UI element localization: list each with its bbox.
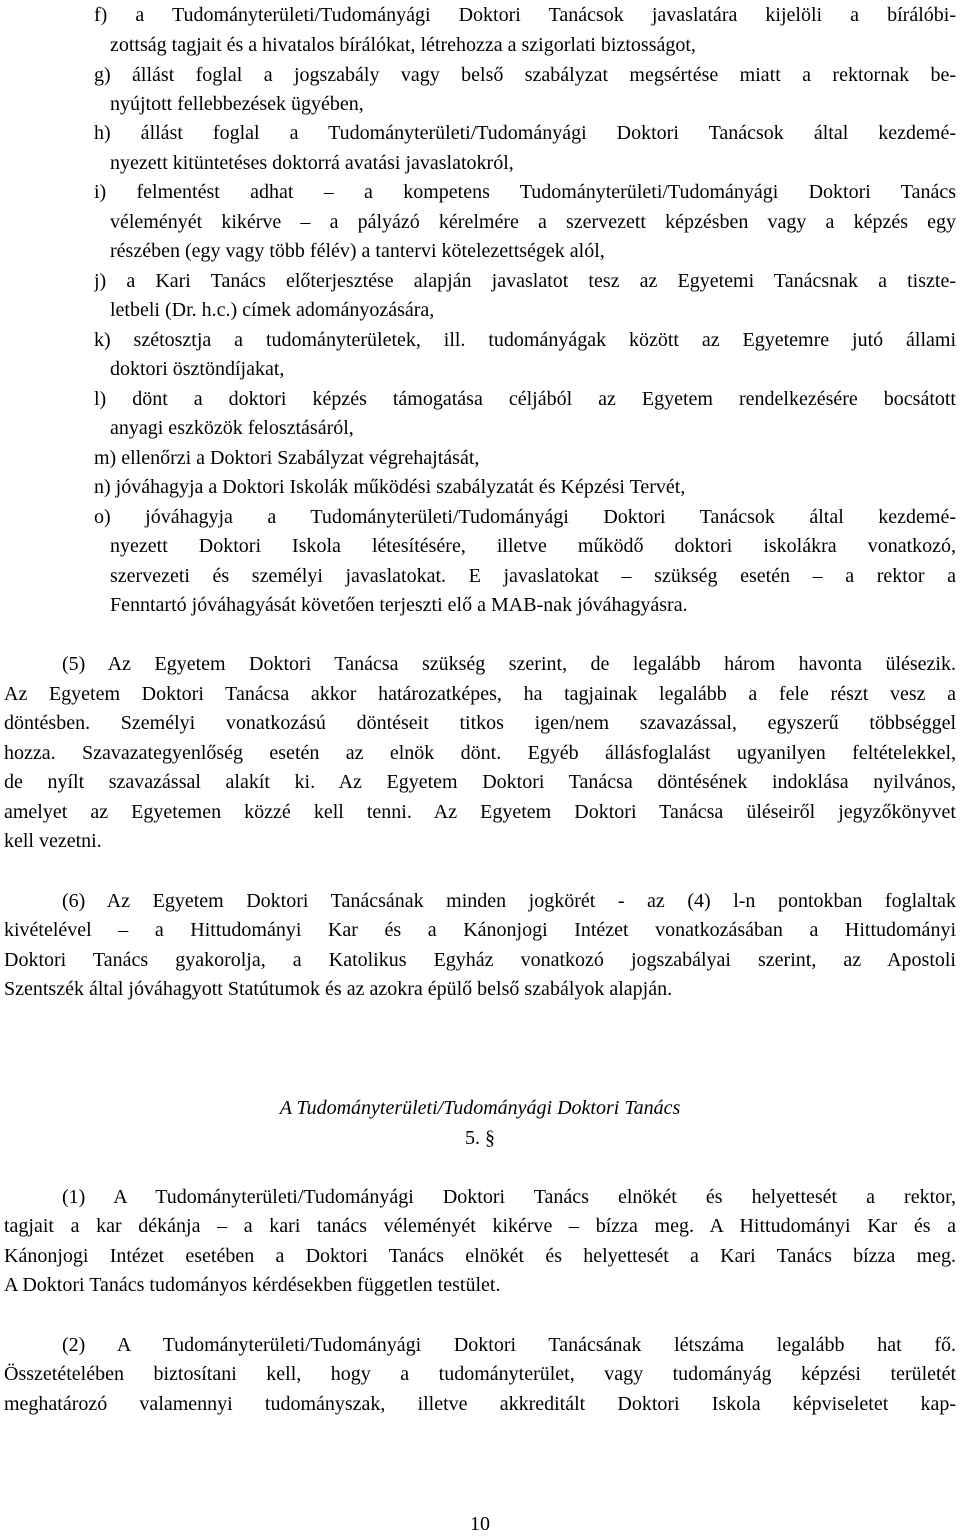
section-paragraph-1-line-1: (1) A Tudományterületi/Tudományági Doktori Tanács elnökét és helyettesét a rektor, — [62, 1186, 956, 1208]
list-item-h-line-2: nyezett kitüntetéses doktorrá avatási javaslatokról, — [110, 152, 514, 174]
list-item-i-line-2: véleményét kikérve – a pályázó kérelmére a szervezett képzésben vagy a képzés egy — [110, 211, 956, 233]
list-item-f-line-2: zottság tagjait és a hivatalos bírálókat, létrehozza a szigorlati biztosságot, — [110, 34, 696, 56]
paragraph-5-line-6: amelyet az Egyetemen közzé kell tenni. Az Egyetem Doktori Tanácsa üléseiről jegyzőkönyvet — [4, 801, 956, 823]
list-item-j-line-1: j) a Kari Tanács előterjesztése alapján javaslatot tesz az Egyetemi Tanácsnak a tiszte- — [94, 270, 956, 292]
paragraph-5-line-5: de nyílt szavazással alakít ki. Az Egyetem Doktori Tanácsa döntésének indoklása nyilvános, — [4, 771, 956, 793]
paragraph-5-line-7: kell vezetni. — [4, 830, 102, 852]
list-item-i-line-3: részében (egy vagy több félév) a tantervi kötelezettségek alól, — [110, 240, 605, 262]
list-item-f-line-1: f) a Tudományterületi/Tudományági Doktori Tanácsok javaslatára kijelöli a bírálóbi- — [94, 4, 956, 26]
section-paragraph-2-line-1: (2) A Tudományterületi/Tudományági Doktori Tanácsának létszáma legalább hat fő. — [62, 1334, 956, 1356]
list-item-o-line-1: o) jóváhagyja a Tudományterületi/Tudományági Doktori Tanácsok által kezdemé- — [94, 506, 956, 528]
paragraph-5-line-2: Az Egyetem Doktori Tanácsa akkor határozatképes, ha tagjainak legalább a fele részt vesz a — [4, 683, 956, 705]
paragraph-6-line-1: (6) Az Egyetem Doktori Tanácsának minden jogkörét - az (4) l-n pontokban foglaltak — [62, 890, 956, 912]
list-item-h-line-1: h) állást foglal a Tudományterületi/Tudományági Doktori Tanácsok által kezdemé- — [94, 122, 956, 144]
list-item-l-line-2: anyagi eszközök felosztásáról, — [110, 417, 354, 439]
paragraph-6-line-4: Szentszék által jóváhagyott Statútumok és az azokra épülő belső szabályok alapján. — [4, 978, 673, 1000]
paragraph-5-line-1: (5) Az Egyetem Doktori Tanácsa szükség szerint, de legalább három havonta ülésezik. — [62, 653, 956, 675]
list-item-k-line-1: k) szétosztja a tudományterületek, ill. tudományágak között az Egyetemre jutó állami — [94, 329, 956, 351]
list-item-i-line-1: i) felmentést adhat – a kompetens Tudományterületi/Tudományági Doktori Tanács — [94, 181, 956, 203]
section-paragraph-1-line-3: Kánonjogi Intézet esetében a Doktori Tanács elnökét és helyettesét a Kari Tanács bízza meg. — [4, 1245, 956, 1267]
paragraph-5-line-3: döntésben. Személyi vonatkozású döntéseit titkos igen/nem szavazással, egyszerű többséggel — [4, 712, 956, 734]
list-item-o-line-4: Fenntartó jóváhagyását követően terjeszti elő a MAB-nak jóváhagyásra. — [110, 594, 688, 616]
list-item-k-line-2: doktori ösztöndíjakat, — [110, 358, 285, 380]
paragraph-6-line-3: Doktori Tanács gyakorolja, a Katolikus Egyház vonatkozó jogszabályai szerint, az Apostoli — [4, 949, 956, 971]
paragraph-5-line-4: hozza. Szavazategyenlőség esetén az elnök dönt. Egyéb állásfoglalást ugyanilyen feltételekkel, — [4, 742, 956, 764]
section-heading: A Tudományterületi/Tudományági Doktori Tanács — [279, 1097, 681, 1119]
section-number: 5. § — [465, 1127, 495, 1149]
section-paragraph-2-line-3: meghatározó valamennyi tudományszak, illetve akkreditált Doktori Iskola képviseletet kap- — [4, 1393, 956, 1415]
section-paragraph-2-line-2: Összetételében biztosítani kell, hogy a tudományterület, vagy tudományág képzési területét — [4, 1363, 956, 1385]
list-item-l-line-1: l) dönt a doktori képzés támogatása céljából az Egyetem rendelkezésére bocsátott — [94, 388, 956, 410]
list-item-g-line-2: nyújtott fellebbezések ügyében, — [110, 93, 364, 115]
list-item-n-line-1: n) jóváhagyja a Doktori Iskolák működési szabályzatát és Képzési Tervét, — [94, 476, 686, 498]
section-paragraph-1-line-4: A Doktori Tanács tudományos kérdésekben független testület. — [4, 1274, 501, 1296]
list-item-o-line-3: szervezeti és személyi javaslatokat. E javaslatokat – szükség esetén – a rektor a — [110, 565, 956, 587]
list-item-o-line-2: nyezett Doktori Iskola létesítésére, illetve működő doktori iskolákra vonatkozó, — [110, 535, 956, 557]
list-item-m-line-1: m) ellenőrzi a Doktori Szabályzat végrehajtását, — [94, 447, 480, 469]
list-item-j-line-2: letbeli (Dr. h.c.) címek adományozására, — [110, 299, 435, 321]
page-number: 10 — [470, 1513, 490, 1535]
list-item-g-line-1: g) állást foglal a jogszabály vagy belső szabályzat megsértése miatt a rektornak be- — [94, 64, 956, 86]
section-paragraph-1-line-2: tagjait a kar dékánja – a kari tanács véleményét kikérve – bízza meg. A Hittudományi Kar és a — [4, 1215, 956, 1237]
paragraph-6-line-2: kivételével – a Hittudományi Kar és a Kánonjogi Intézet vonatkozásában a Hittudományi — [4, 919, 956, 941]
